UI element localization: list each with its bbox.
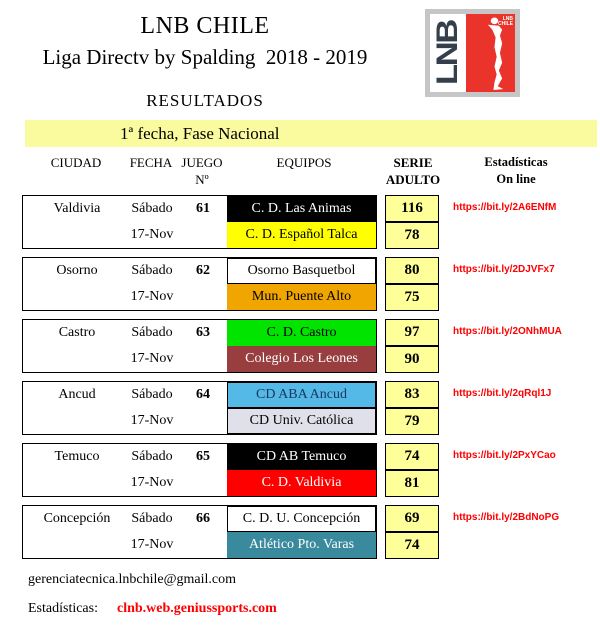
stats-link[interactable]: https://bit.ly/2BdNoPG (453, 512, 560, 523)
col-header-stats-line1: Estadísticas (484, 155, 548, 169)
home-team: C. D. Las Animas (227, 196, 376, 222)
game-info-box (22, 381, 377, 435)
contact-email: gerenciatecnica.lnbchile@gmail.com (28, 572, 237, 587)
day-label: Sábado (131, 511, 173, 526)
away-team: Mun. Puente Alto (227, 284, 376, 310)
game-number: 64 (196, 387, 210, 402)
home-score: 97 (385, 319, 439, 346)
day-label: Sábado (131, 387, 173, 402)
date-label: 17-Nov (130, 227, 174, 242)
teams-cell (227, 320, 376, 372)
home-team: CD AB Temuco (227, 444, 376, 470)
col-header-fecha: FECHA (129, 155, 173, 170)
away-team: C. D. Español Talca (227, 222, 376, 248)
home-team: Osorno Basquetbol (227, 258, 376, 284)
stats-link[interactable]: https://bit.ly/2PxYCao (453, 450, 556, 461)
stats-link[interactable]: https://bit.ly/2DJVFx7 (453, 264, 555, 275)
teams-cell (227, 444, 376, 496)
col-header-estadisticas (455, 154, 577, 188)
lnb-logo-wordmark (430, 14, 466, 92)
day-label: Sábado (131, 449, 173, 464)
date-label: 17-Nov (130, 351, 174, 366)
scores-cell (385, 443, 439, 497)
away-score: 81 (385, 470, 439, 497)
lnb-logo-text: LNB (430, 20, 464, 86)
stats-link[interactable]: https://bit.ly/2A6ENfM (453, 202, 557, 213)
lnb-logo-mini-text (498, 17, 513, 27)
day-label: Sábado (131, 263, 173, 278)
home-score: 74 (385, 443, 439, 470)
round-banner: 1ª fecha, Fase Nacional (25, 120, 597, 147)
city-label: Castro (58, 325, 96, 340)
away-score: 79 (385, 408, 439, 435)
game-row-66 (0, 505, 600, 559)
game-row-64 (0, 381, 600, 435)
home-team: C. D. Castro (227, 320, 376, 346)
home-score: 116 (385, 195, 439, 222)
col-header-juego (162, 154, 242, 188)
game-info-box (22, 443, 377, 497)
away-score: 90 (385, 346, 439, 373)
game-number: 62 (196, 263, 210, 278)
away-team: Atlético Pto. Varas (227, 532, 376, 558)
away-score: 75 (385, 284, 439, 311)
game-number: 63 (196, 325, 210, 340)
col-header-serie-line1: SERIE (393, 155, 433, 170)
scores-cell (385, 195, 439, 249)
game-row-63 (0, 319, 600, 373)
home-team: CD ABA Ancud (227, 382, 376, 408)
home-team: C. D. U. Concepción (227, 506, 376, 532)
lnb-logo-red-panel (466, 14, 515, 92)
teams-cell (227, 196, 376, 248)
scores-cell (385, 381, 439, 435)
day-label: Sábado (131, 325, 173, 340)
col-header-equipos: EQUIPOS (276, 155, 332, 170)
col-header-juego-line1: JUEGO (181, 155, 223, 170)
city-label: Temuco (54, 449, 100, 464)
game-row-65 (0, 443, 600, 497)
stats-link[interactable]: https://bit.ly/2qRql1J (453, 388, 552, 399)
header (0, 0, 410, 111)
day-label: Sábado (131, 201, 173, 216)
home-score: 80 (385, 257, 439, 284)
game-number: 61 (196, 201, 210, 216)
game-row-61 (0, 195, 600, 249)
lnb-logo-mini-line1: LNB (502, 16, 513, 22)
page-title: LNB CHILE (140, 13, 270, 39)
lnb-logo (425, 9, 520, 97)
game-number: 65 (196, 449, 210, 464)
away-score: 74 (385, 532, 439, 559)
scores-cell (385, 319, 439, 373)
home-score: 83 (385, 381, 439, 408)
date-label: 17-Nov (130, 289, 174, 304)
away-team: Colegio Los Leones (227, 346, 376, 372)
scores-cell (385, 505, 439, 559)
game-row-62 (0, 257, 600, 311)
city-label: Osorno (56, 263, 98, 278)
stats-footer-link[interactable]: clnb.web.geniussports.com (117, 601, 277, 616)
col-header-serie-adulto (363, 154, 463, 188)
game-info-box (22, 505, 377, 559)
game-info-box (22, 257, 377, 311)
col-header-ciudad: CIUDAD (50, 155, 102, 170)
city-label: Ancud (58, 387, 96, 402)
game-info-box (22, 195, 377, 249)
away-team: CD Univ. Católica (227, 408, 376, 434)
col-header-stats-line2: On line (496, 172, 536, 186)
col-header-serie-line2: ADULTO (385, 172, 441, 187)
game-info-box (22, 319, 377, 373)
scores-cell (385, 257, 439, 311)
section-title: RESULTADOS (146, 91, 264, 110)
city-label: Valdivia (53, 201, 101, 216)
home-score: 69 (385, 505, 439, 532)
col-header-juego-line2: Nº (195, 172, 209, 187)
game-number: 66 (196, 511, 210, 526)
league-subtitle: Liga Directv by Spalding 2018 - 2019 (42, 45, 368, 69)
date-label: 17-Nov (130, 413, 174, 428)
stats-footer-label: Estadísticas: (28, 601, 98, 616)
lnb-logo-mini-line2: CHILE (497, 21, 513, 27)
lnb-logo-inner (430, 14, 515, 92)
city-label: Concepción (43, 511, 111, 526)
away-team: C. D. Valdivia (227, 470, 376, 496)
teams-cell (227, 382, 376, 434)
results-rows (0, 195, 600, 567)
away-score: 78 (385, 222, 439, 249)
teams-cell (227, 258, 376, 310)
date-label: 17-Nov (130, 537, 174, 552)
teams-cell (227, 506, 376, 558)
stats-link[interactable]: https://bit.ly/2ONhMUA (453, 326, 562, 337)
date-label: 17-Nov (130, 475, 174, 490)
